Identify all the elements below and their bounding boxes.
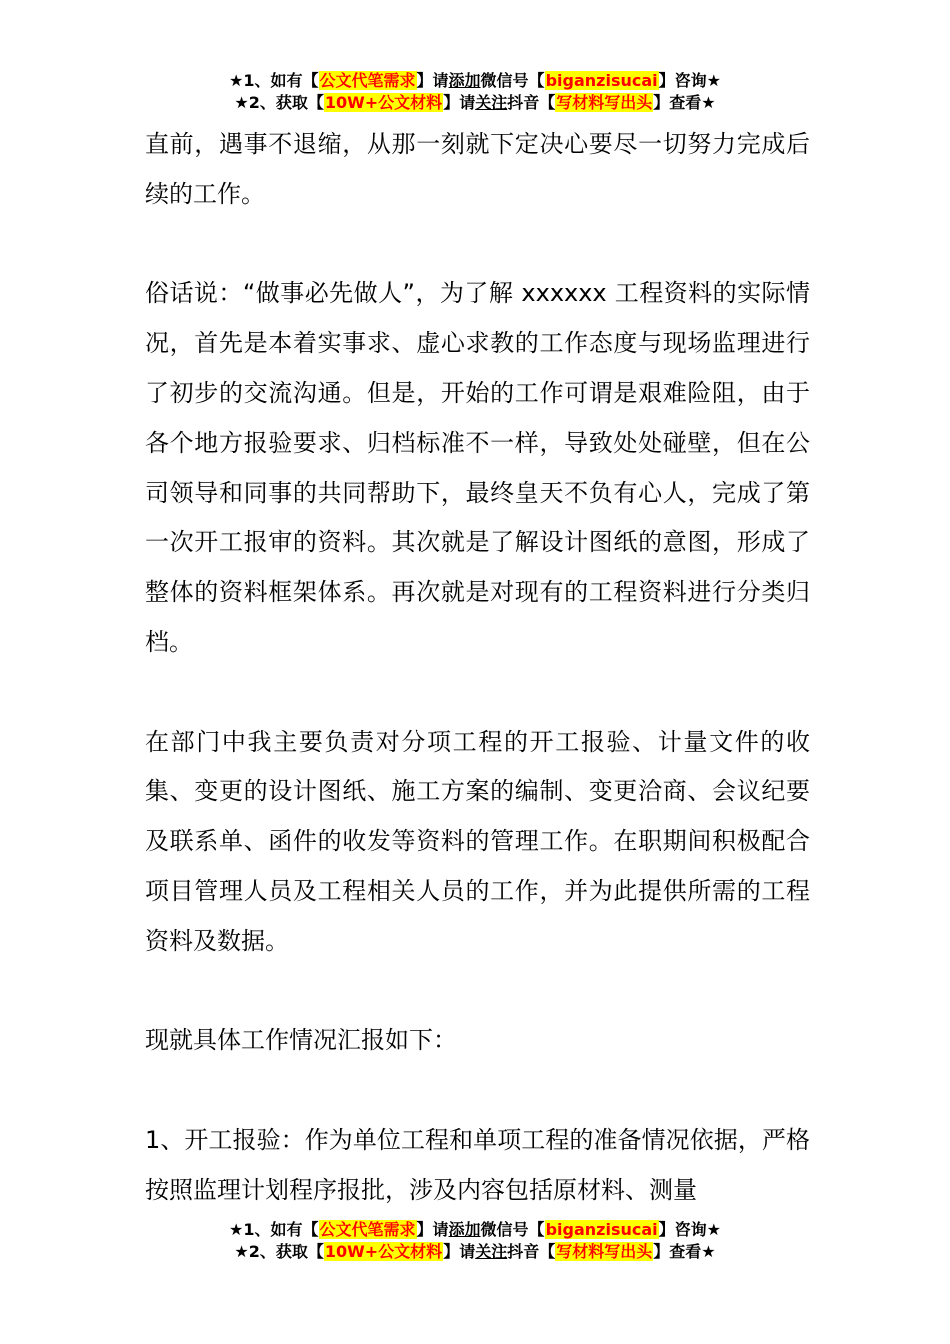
paragraph: 1、开工报验：作为单位工程和单项工程的准备情况依据，严格按照监理计划程序报批，涉及内容包括原材料、测量 (145, 1125, 810, 1204)
banner-highlight: biganzisucai (545, 1220, 658, 1239)
banner-highlight: biganzisucai (545, 71, 658, 90)
banner-text: 抖音【 (507, 93, 556, 112)
banner-highlight: 公文代笔需求 (319, 71, 416, 90)
paragraph: 在部门中我主要负责对分项工程的开工报验、计量文件的收集、变更的设计图纸、施工方案的编制、变更洽商、会议纪要及联系单、函件的收发等资料的管理工作。在职期间积极配合项目管理人员及工程相关人员的工作，并为此提供所需的工程资料及数据。 (145, 727, 810, 955)
banner-text: ★2、获取【 (234, 93, 324, 112)
banner-text: ★1、如有【 (229, 1220, 319, 1239)
banner-underlined: 添加 (448, 1220, 481, 1239)
banner-highlight: 10W+公文材料 (324, 93, 443, 112)
banner-text: 】查看★ (653, 93, 716, 112)
banner-highlight: 10W+公文材料 (324, 1242, 443, 1261)
banner-text: 】咨询★ (658, 1220, 721, 1239)
banner-highlight: 写材料写出头 (556, 1242, 653, 1261)
banner-underlined: 关注 (475, 93, 508, 112)
paragraph: 直前，遇事不退缩，从那一刻就下定决心要尽一切努力完成后续的工作。 (145, 130, 810, 208)
header-banner (0, 70, 950, 114)
banner-text: 微信号【 (480, 71, 545, 90)
banner-highlight: 公文代笔需求 (319, 1220, 416, 1239)
banner-text: 】咨询★ (658, 71, 721, 90)
paragraph: 俗话说：“做事必先做人”，为了解 xxxxxx 工程资料的实际情况，首先是本着实事求、虚心求教的工作态度与现场监理进行了初步的交流沟通。但是，开始的工作可谓是艰难险阻，由于各个地方报验要求、归档标准不一样，导致处处碰壁，但在公司领导和同事的共同帮助下，最终皇天不负有心人，完成了第一次开工报审的资料。其次就是了解设计图纸的意图，形成了整体的资料框架体系。再次就是对现有的工程资料进行分类归档。 (145, 279, 810, 656)
banner-text: 】请 (443, 1242, 476, 1261)
banner-line-2 (0, 1241, 950, 1263)
banner-underlined: 添加 (448, 71, 481, 90)
banner-highlight: 写材料写出头 (556, 93, 653, 112)
banner-text: ★1、如有【 (229, 71, 319, 90)
banner-text: 】请 (416, 1220, 449, 1239)
banner-text: 抖音【 (507, 1242, 556, 1261)
banner-text: 】请 (443, 93, 476, 112)
banner-text: 】查看★ (653, 1242, 716, 1261)
banner-line-2 (0, 92, 950, 114)
banner-text: 微信号【 (480, 1220, 545, 1239)
banner-line-1 (0, 70, 950, 92)
footer-banner (0, 1219, 950, 1263)
banner-underlined: 关注 (475, 1242, 508, 1261)
banner-text: 】请 (416, 71, 449, 90)
banner-line-1 (0, 1219, 950, 1241)
paragraph: 现就具体工作情况汇报如下： (145, 1026, 457, 1055)
banner-text: ★2、获取【 (234, 1242, 324, 1261)
document-body (145, 120, 810, 1216)
